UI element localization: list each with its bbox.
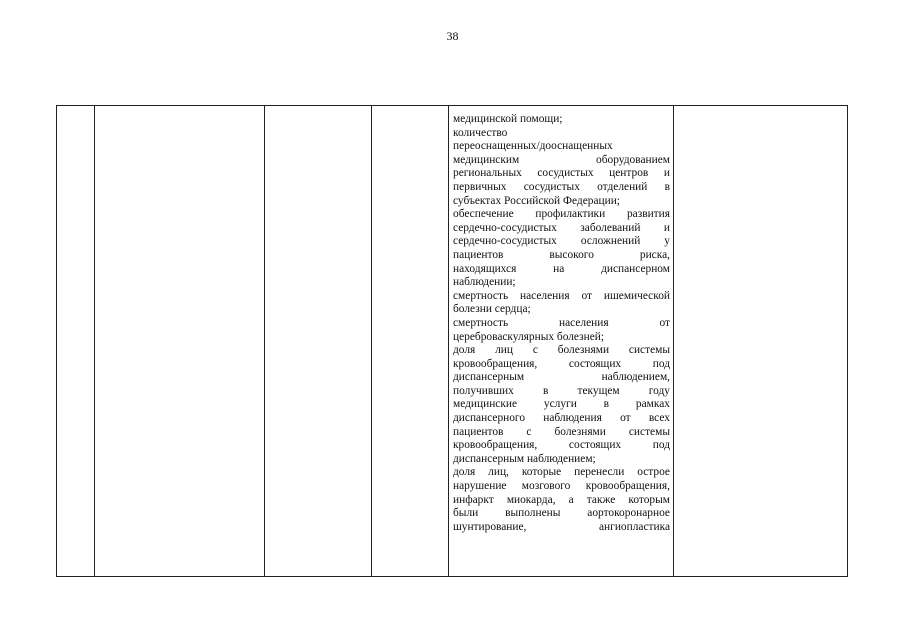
cell-text-line [453, 154, 670, 168]
cell-word: получивших [453, 384, 514, 397]
cell-word: нарушение [453, 480, 507, 493]
column-divider [448, 106, 449, 576]
cell-word: у [664, 235, 670, 248]
cell-text-line [453, 140, 670, 154]
cell-word: системы [628, 425, 670, 438]
cell-text-line [453, 466, 670, 480]
cell-word: первичных [453, 180, 507, 193]
cell-text-line [453, 385, 670, 399]
cell-word: которым [628, 493, 670, 506]
cell-word: диспансерным [453, 452, 527, 465]
cell-text-line [453, 113, 670, 127]
cell-word: находящихся [453, 262, 517, 275]
cell-word: населения [559, 316, 609, 329]
cell-text-line [453, 167, 670, 181]
column-divider [264, 106, 265, 576]
cell-text-line [453, 303, 670, 317]
cell-word: кровообращения, [585, 480, 670, 493]
cell-text-line [453, 398, 670, 412]
cell-word: заболеваний [580, 221, 641, 234]
cell-word: сердца; [494, 303, 531, 316]
column-divider [94, 106, 95, 576]
cell-word: региональных [453, 167, 522, 180]
cell-word: инфаркт [453, 493, 494, 506]
cell-word: от [581, 289, 593, 302]
cell-word: аортокоронарное [587, 507, 670, 520]
cell-word: и [663, 167, 670, 180]
cell-text-line [453, 249, 670, 263]
cell-word: под [652, 439, 670, 452]
cell-text-line [453, 494, 670, 508]
cell-word: рамках [635, 398, 670, 411]
cell-word: перенесли [574, 466, 625, 479]
cell-word: оборудованием [596, 153, 670, 166]
cell-word: медицинской [453, 113, 520, 125]
cell-word: болезни [453, 303, 495, 316]
cell-word: смертность [453, 316, 509, 329]
cell-text-line [453, 181, 670, 195]
cell-word: профилактики [535, 208, 606, 221]
cell-word: количество [453, 126, 508, 139]
cell-word: диспансерным [453, 371, 525, 384]
cell-word: сосудистых [523, 180, 580, 193]
cell-word: в [542, 384, 549, 397]
cell-word: диспансерного [453, 412, 526, 425]
cell-text-line [453, 208, 670, 222]
cell-word: медицинские [453, 398, 518, 411]
cell-word: сосудистых [537, 167, 594, 180]
indicator-table [56, 105, 848, 577]
cell-word: состоящих [568, 439, 622, 452]
cell-text-line [453, 439, 670, 453]
cell-text-line [453, 358, 670, 372]
cell-text-line [453, 331, 670, 345]
cell-text-line [453, 521, 670, 535]
cell-word: которые [521, 466, 562, 479]
cell-word: болезнями [557, 344, 610, 357]
cell-word: пациентов [453, 425, 504, 438]
cell-word: переоснащенных/дооснащенных [453, 140, 613, 153]
cell-word: смертность [453, 289, 509, 302]
cell-word: Федерации; [563, 194, 620, 207]
cell-word: текущем [577, 384, 620, 397]
cell-word: наблюдении; [453, 276, 516, 289]
cell-word: обеспечение [453, 208, 514, 221]
cell-text-line [453, 344, 670, 358]
cell-word: доля [453, 466, 476, 479]
cell-word: населения [520, 289, 570, 302]
cell-word: были [453, 507, 479, 520]
cell-word: состоящих [568, 357, 622, 370]
cell-word: помощи; [519, 113, 563, 125]
cell-word: сердечно-сосудистых [453, 221, 557, 234]
page-number: 38 [446, 29, 459, 43]
cell-word: центров [609, 167, 649, 180]
cell-word: под [652, 357, 670, 370]
cell-word: от [659, 316, 670, 329]
cell-text-line [453, 222, 670, 236]
cell-word: шунтирование, [453, 520, 527, 533]
cell-word: с [526, 425, 532, 438]
cell-word: отделений [597, 180, 648, 193]
cell-word: в [603, 398, 610, 411]
cell-word: системы [628, 344, 670, 357]
cell-word: мозгового [521, 480, 571, 493]
cell-word: ангиопластика [599, 520, 670, 533]
cell-word: всех [648, 412, 670, 425]
cell-word: болезней; [556, 330, 605, 343]
cell-text-line [453, 453, 670, 467]
cell-text-line [453, 195, 670, 209]
cell-word: выполнены [505, 507, 561, 520]
cell-word: доля [453, 344, 476, 357]
cell-word: риска, [639, 248, 670, 261]
cell-word: а [568, 493, 574, 506]
cell-word: кровообращения, [453, 357, 538, 370]
cell-text-line [453, 480, 670, 494]
cell-word: субъектах [453, 194, 505, 207]
cell-word: осложнений [580, 235, 641, 248]
cell-text-line [453, 276, 670, 290]
cell-word: цереброваскулярных [453, 330, 557, 343]
cell-word: лиц, [488, 466, 509, 479]
cell-word: высокого [549, 248, 594, 261]
cell-word: наблюдением, [601, 371, 670, 384]
cell-text-line [453, 507, 670, 521]
column-divider [371, 106, 372, 576]
cell-text-line [453, 426, 670, 440]
cell-word: медицинским [453, 153, 520, 166]
cell-word: кровообращения, [453, 439, 538, 452]
cell-word: наблюдения [543, 412, 602, 425]
cell-word: ишемической [603, 289, 670, 302]
cell-word: миокарда, [506, 493, 556, 506]
cell-text-line [453, 412, 670, 426]
cell-text-line [453, 263, 670, 277]
cell-word: пациентов [453, 248, 504, 261]
cell-word: на [553, 262, 565, 275]
cell-text-line [453, 371, 670, 385]
column-divider [673, 106, 674, 576]
cell-word: острое [637, 466, 670, 479]
cell-text-line [453, 290, 670, 304]
indicator-cell [453, 113, 670, 575]
cell-word: от [620, 412, 631, 425]
cell-word: болезнями [554, 425, 606, 438]
cell-word: сердечно-сосудистых [453, 235, 557, 248]
cell-text-line [453, 127, 670, 141]
cell-word: услуги [543, 398, 577, 411]
cell-word: году [648, 384, 670, 397]
cell-word: наблюдением; [526, 452, 596, 465]
cell-word: также [586, 493, 616, 506]
cell-text-line [453, 317, 670, 331]
cell-word: в [664, 180, 670, 193]
cell-word: развития [626, 208, 670, 221]
cell-word: Российской [504, 194, 563, 207]
cell-word: и [663, 221, 670, 234]
cell-word: лиц [495, 344, 513, 357]
cell-word: с [532, 344, 538, 357]
cell-text-line [453, 235, 670, 249]
cell-word: диспансерном [601, 262, 670, 275]
